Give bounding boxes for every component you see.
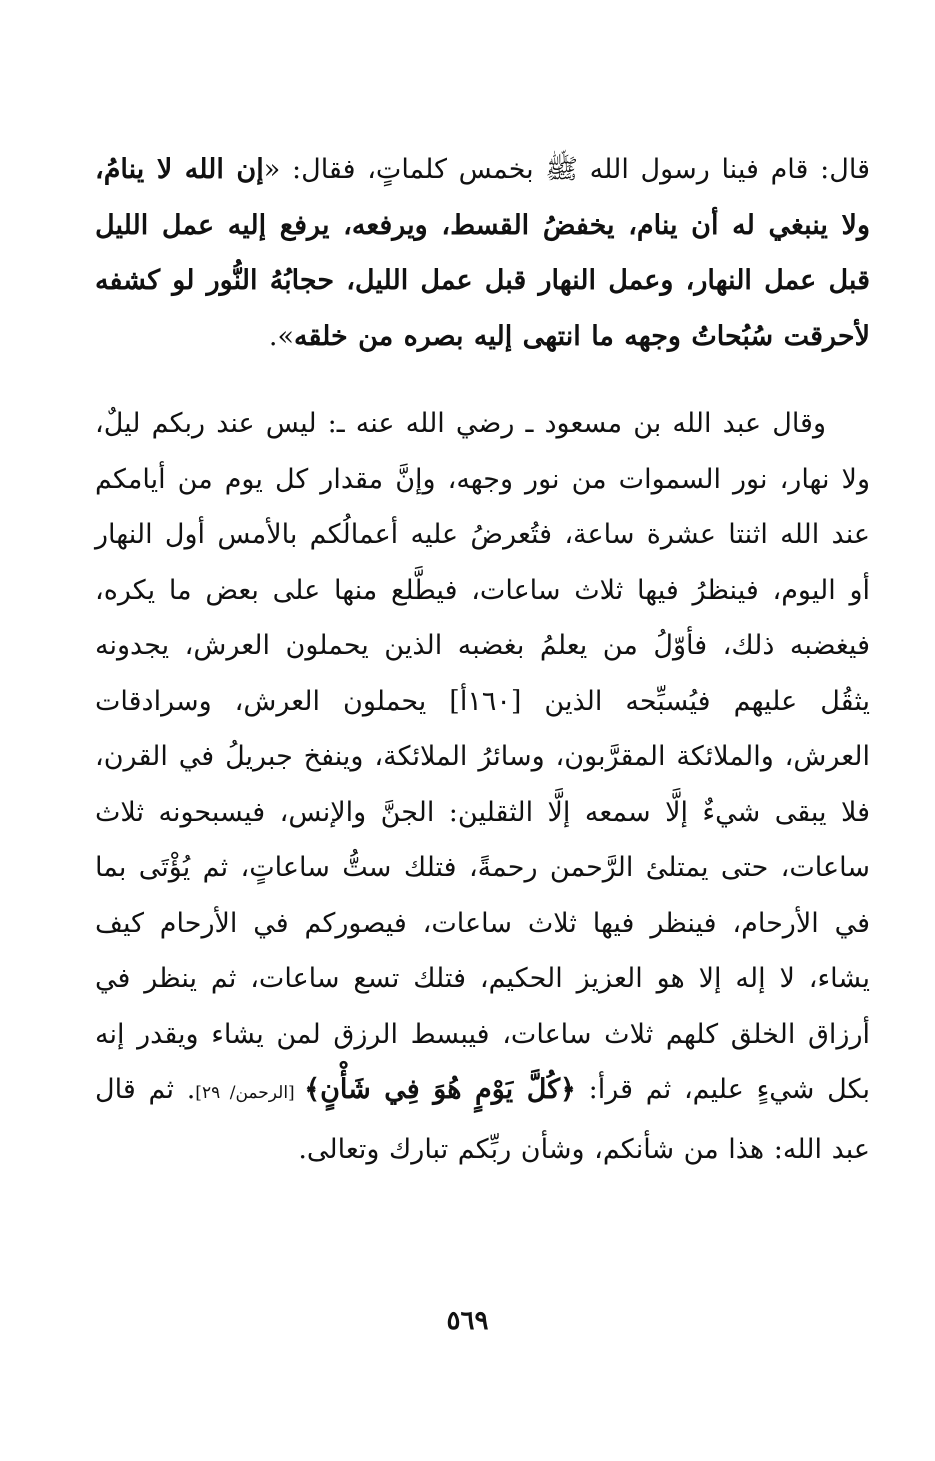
paragraph-ibn-masud: [95, 396, 870, 1177]
hadith-quote: إن الله لا ينامُ، ولا ينبغي له أن ينام، يخفضُ القسط، ويرفعه، يرفع إليه عمل الليل قبل عمل النهار، وعمل النهار قبل عمل الليل، حجابُهُ النُّور لو كشفه لأحرقت سُبُحاتُ وجهه ما انتهى إليه بصره من خلقه: [95, 154, 870, 352]
page-body: [95, 142, 870, 1177]
verse-reference: [الرحمن/ ٢٩]: [195, 1083, 305, 1103]
hadith-intro: قال: قام فينا رسول الله ﷺ بخمس كلماتٍ، فقال: «: [263, 154, 870, 185]
page-number: ٥٦٩: [446, 1306, 489, 1336]
paragraph-hadith: [95, 142, 870, 364]
hadith-quote-end: ».: [268, 320, 294, 352]
ibn-masud-text: وقال عبد الله بن مسعود ـ رضي الله عنه ـ: ليس عند ربكم ليلٌ، ولا نهار، نور السموات من نور وجهه، وإنَّ مقدار كل يوم من أيامكم عند الله اثنتا عشرة ساعة، فتُعرضُ عليه أعمالُكم بالأمس أول النهار أو اليوم، فينظرُ فيها ثلاث ساعات، فيطَّلع منها على بعض ما يكره، فيغضبه ذلك، فأوّلُ من يعلمُ بغضبه الذين يحملون العرش، يجدونه يثقُل عليهم فيُسبِّحه الذين [١٦٠أ] يحملون العرش، وسرادقات العرش، والملائكة المقرَّبون، وسائرُ الملائكة، وينفخ جبريلُ في القرن، فلا يبقى شيءٌ إلَّا سمعه إلَّا الثقلين: الجنَّ والإنس، فيسبحونه ثلاث ساعات، حتى يمتلئ الرَّحمن رحمةً، فتلك ستُّ ساعاتٍ، ثم يُؤْتَى بما في الأرحام، فينظر فيها ثلاث ساعات، فيصوركم في الأرحام كيف يشاء، لا إله إلا هو العزيز الحكيم، فتلك تسع ساعات، ثم ينظر في أرزاق الخلق كلهم ثلاث ساعات، فيبسط الرزق لمن يشاء ويقدر إنه بكل شيءٍ عليم، ثم قرأ:: [95, 408, 871, 1105]
ibn-masud-closing: . ثم قال عبد الله: هذا من شأنكم، وشأن ربِّكم تبارك وتعالى.: [95, 1074, 870, 1165]
quran-verse: ﴿كُلَّ يَوْمٍ هُوَ فِي شَأْنٍ﴾: [304, 1074, 576, 1105]
